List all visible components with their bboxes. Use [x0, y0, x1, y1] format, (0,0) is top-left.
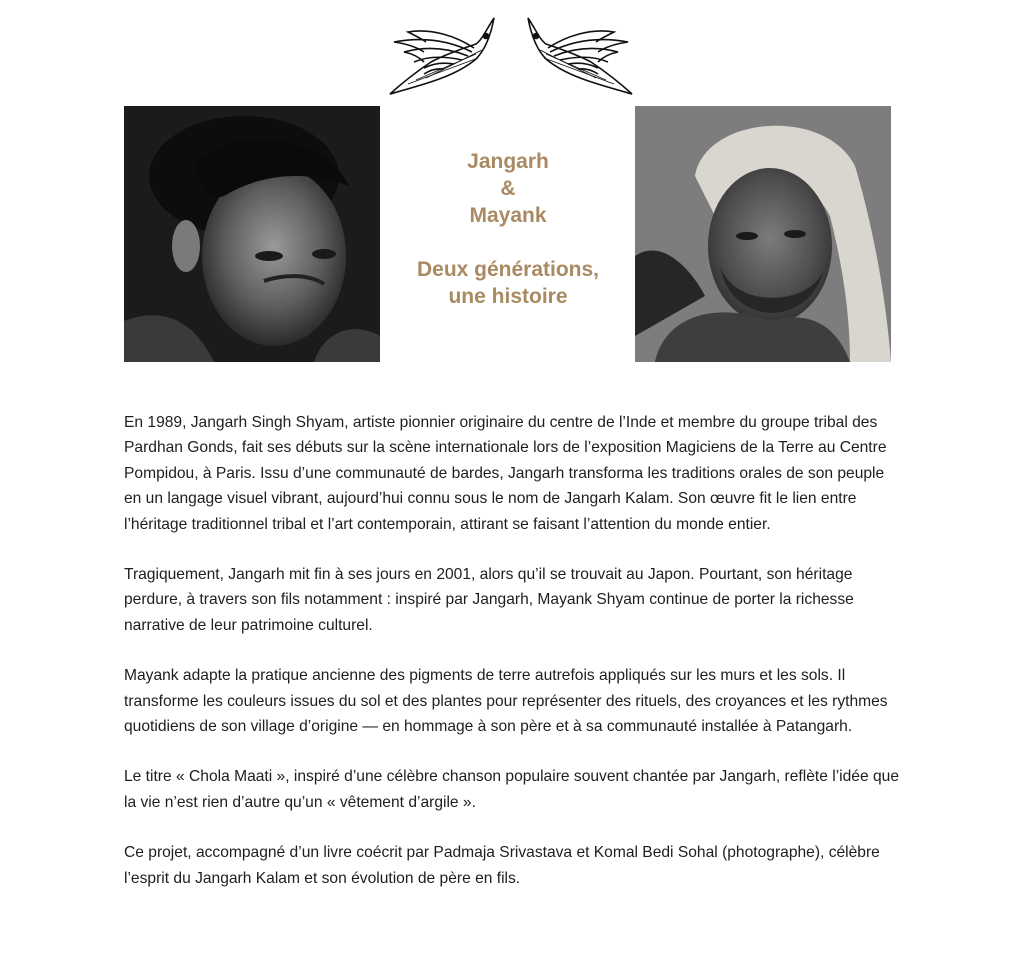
left-bird-icon: [390, 18, 494, 94]
subtitle-line-2: une histoire: [448, 285, 568, 308]
subtitle-line-1: Deux générations,: [416, 258, 600, 281]
title-ampersand: &: [500, 177, 516, 200]
title-spacer: [380, 229, 636, 256]
paragraph-legacy: Tragiquement, Jangarh mit fin à ses jours en 2001, alors qu’il se trouvait au Japon. Pourtant, son héritage perdure, à travers son fils notamment : inspiré par Jangarh, Mayank Shyam continue de porter la richesse narrative de leur patrimoine culturel.: [124, 566, 854, 634]
paragraph-title-meaning: Le titre « Chola Maati », inspiré d’une célèbre chanson populaire souvent chantée par Jangarh, reflète l’idée que la vie n’est rien d’autre qu’un « vêtement d’argile ».: [124, 768, 899, 811]
paragraph-practice: Mayank adapte la pratique ancienne des pigments de terre autrefois appliqués sur les murs et les sols. Il transforme les couleurs issues du sol et des plantes pour représenter des rituels, des croyances et les rythmes quotidiens de son village d’origine — en hommage à son père et à sa communauté installée à Patangarh.: [124, 667, 888, 736]
photo-mayank: [635, 106, 891, 362]
photo-jangarh: [124, 106, 380, 362]
twin-birds-ornament: [386, 14, 636, 100]
title-name-mayank: Mayank: [469, 204, 547, 227]
paragraph-project: Ce projet, accompagné d’un livre coécrit par Padmaja Srivastava et Komal Bedi Sohal (photographe), célèbre l’esprit du Jangarh Kalam et son évolution de père en fils.: [124, 844, 880, 887]
portrait-jangarh-image: [124, 106, 380, 362]
title-name-jangarh: Jangarh: [467, 150, 549, 173]
title-block: [380, 148, 636, 310]
article-body: [124, 410, 904, 916]
portrait-mayank-image: [635, 106, 891, 362]
paragraph-history: En 1989, Jangarh Singh Shyam, artiste pionnier originaire du centre de l’Inde et membre du groupe tribal des Pardhan Gonds, fait ses débuts sur la scène internationale lors de l’exposition Magiciens de la Terre au Centre Pompidou, à Paris. Issu d’une communauté de bardes, Jangarh transforma les traditions orales de son peuple en un langage visuel vibrant, aujourd’hui connu sous le nom de Jangarh Kalam. Son œuvre fit le lien entre l’héritage traditionnel tribal et l’art contemporain, attirant se faisant l’attention du monde entier.: [124, 414, 887, 533]
twin-birds-icon: [386, 14, 636, 100]
right-bird-icon: [528, 18, 632, 94]
